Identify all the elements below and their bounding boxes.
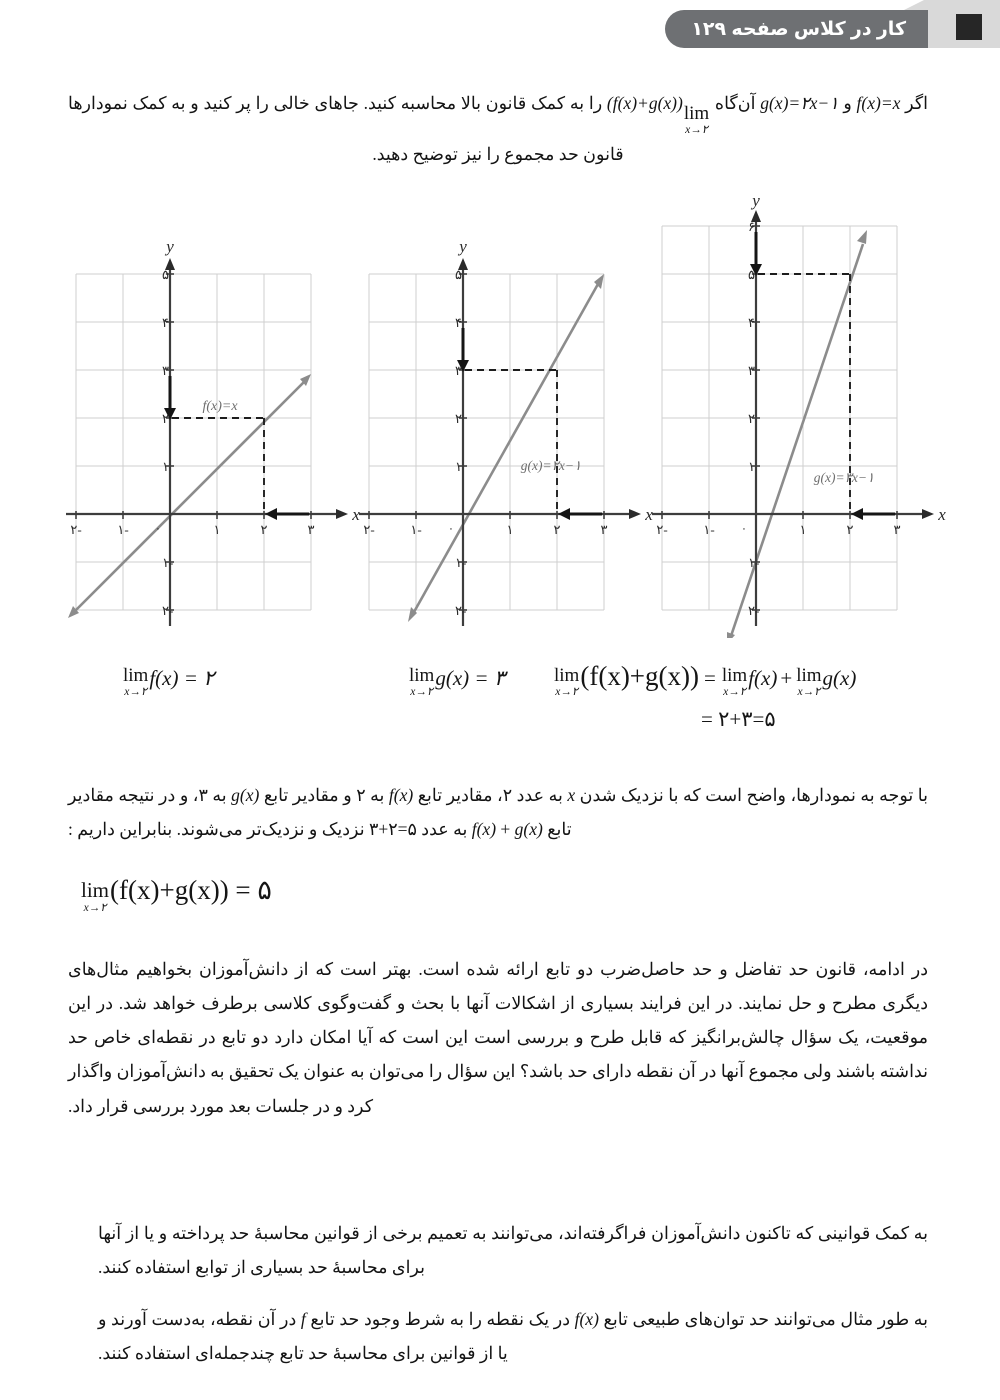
explanation-text-b: به عدد ۲، مقادیر تابع [413, 785, 568, 805]
body-paragraph-discussion [68, 952, 928, 1123]
graph-row [0, 186, 1000, 638]
function-f-expr: f(x) [388, 785, 414, 805]
x-axis-label: x [352, 505, 360, 524]
axis-ticks [76, 274, 311, 610]
y-tick-label: ۳ [748, 363, 755, 378]
sum-law-lhs-body: (f(x)+g(x)) [580, 661, 700, 691]
x-tick-labels [656, 522, 900, 537]
limit-subscript: x→۲ [555, 686, 579, 698]
graph-f-svg [62, 186, 362, 638]
page-title: کار در کلاس صفحه ۱۲۹ [691, 18, 906, 40]
x-tick-labels [363, 522, 607, 537]
limit-subscript: x→۲ [685, 123, 708, 136]
explanation-text-a: با توجه به نمودارها، واضح است که با نزدیک شدن [575, 785, 928, 805]
intro-text-a: اگر [900, 93, 929, 113]
function-line-f [68, 374, 311, 618]
axes [359, 258, 641, 626]
limit-operator: lim [721, 665, 748, 686]
x-tick-label-zero: ۰ [448, 523, 454, 535]
graph-g2 [648, 186, 948, 643]
y-tick-label: ۲ [748, 411, 755, 426]
x-tick-label: -۱ [117, 522, 129, 537]
explanation-text-e: به عدد ۵=۲+۳ نزدیک و نزدیک‌تر می‌شوند. بنابراین داریم : [68, 819, 472, 840]
y-tick-labels [162, 267, 173, 618]
sum-law-rhs1-body: f(x) [748, 666, 778, 690]
function-f-expr-3: f(x) [574, 1309, 599, 1329]
intro-paragraph [68, 86, 928, 171]
body-example-text-b: در یک نقطه را به شرط وجود حد تابع [305, 1309, 575, 1329]
x-axis-label: x [938, 505, 946, 524]
body-paragraph-generalization [98, 1216, 928, 1284]
approach-arrows [457, 328, 602, 520]
equation-f [122, 666, 214, 699]
y-tick-label: ۱ [748, 459, 755, 474]
grid-lines [369, 274, 604, 610]
y-tick-label: ۳ [162, 363, 169, 378]
plus-sign: + [780, 666, 793, 690]
limit-operator: lim [123, 665, 149, 686]
limit-notation [409, 666, 434, 699]
body-paragraph-example [98, 1302, 928, 1370]
function-f-expr-2: f(x) [471, 819, 497, 840]
y-tick-label: ۴ [748, 315, 755, 330]
inline-limit-sum [684, 104, 709, 137]
function-label-f: f(x)=x [202, 399, 238, 414]
limit-operator: lim [81, 878, 110, 902]
y-tick-label: ۲ [162, 411, 169, 426]
x-tick-label: -۱ [703, 522, 715, 537]
limit-equation-f [122, 666, 214, 699]
filled-square-icon [956, 14, 982, 40]
y-tick-label-negative: -۲ [162, 603, 174, 618]
x-tick-label: -۲ [70, 522, 82, 537]
limit-operator: lim [683, 102, 710, 124]
function-g-expr: g(x) [231, 785, 260, 805]
function-f-symbol: f [300, 1309, 306, 1329]
y-axis-label: y [459, 237, 467, 256]
limit-sum-law-equation [553, 661, 857, 732]
explanation-text-d: به ۳، و در نتیجه مقادیر تابع [68, 785, 572, 840]
limit-subscript: x→۲ [723, 686, 746, 698]
grid-lines [662, 226, 897, 610]
function-f-definition: f(x)=x [856, 93, 901, 113]
limit-equation-g [408, 666, 505, 699]
x-tick-label: -۲ [656, 522, 668, 537]
y-tick-labels [455, 267, 466, 618]
page-header-banner [0, 0, 1000, 56]
limit-operator: lim [796, 665, 822, 686]
y-tick-label-negative: -۱ [162, 555, 174, 570]
y-tick-label: ۴ [455, 315, 462, 330]
explanation-paragraph [68, 778, 928, 846]
x-tick-label: ۲ [553, 522, 561, 537]
intro-text-d: را به کمک قانون بالا محاسبه کنید. جاهای خالی را پر کنید و به کمک نمودارها قانون حد مجموع را نیز توضیح دهید. [68, 93, 624, 164]
y-tick-label: ۲ [455, 411, 462, 426]
limit-notation [796, 666, 821, 699]
y-tick-label: ۵ [455, 267, 462, 282]
x-axis-label: x [645, 505, 653, 524]
body-example-text-a: به طور مثال می‌توانند حد توان‌های طبیعی تابع [598, 1309, 928, 1329]
y-tick-label-negative: -۱ [455, 555, 467, 570]
y-tick-label: ۵ [748, 267, 755, 282]
body-paragraph-generalization-text: به کمک قوانینی که تاکنون دانش‌آموزان فراگرفته‌اند، می‌توانند به تعمیم برخی از قوانین محاسبهٔ حد پرداخته و یا از آنها برای محاسبهٔ حد بسیاری از توابع استفاده کنند. [98, 1223, 928, 1278]
sum-law-line1 [553, 661, 857, 699]
sum-law-rhs2-body: g(x) [822, 666, 857, 690]
final-equation-body: (f(x)+g(x)) = ۵ [110, 875, 272, 905]
function-g-definition: g(x)=۲x−۱ [760, 93, 839, 113]
banner-pill [665, 10, 928, 48]
x-tick-label: ۲ [260, 522, 268, 537]
dashed-guide-lines [172, 418, 264, 512]
graph-f [62, 186, 362, 643]
limit-notation [554, 666, 579, 699]
variable-x: x [567, 785, 576, 805]
y-tick-label-negative: -۲ [748, 603, 760, 618]
limit-subscript: x→۲ [124, 686, 148, 698]
plus-sign: + [496, 819, 515, 840]
axes [66, 258, 348, 626]
sum-law-line2 [553, 707, 856, 732]
body-example-text-c: در آن نقطه، به‌دست آورند و یا از قوانین برای محاسبهٔ حد تابع چندجمله‌ای استفاده کنند. [98, 1309, 508, 1364]
x-tick-label: ۲ [846, 522, 854, 537]
limit-subscript: x→۲ [410, 686, 434, 698]
graph-g2-svg [648, 186, 948, 638]
y-tick-label: ۱ [162, 459, 169, 474]
x-tick-label: ۳ [600, 522, 608, 537]
x-tick-label: ۱ [799, 522, 807, 537]
function-line-g2 [727, 230, 867, 638]
body-paragraph-discussion-text: در ادامه، قانون حد تفاضل و حد حاصل‌ضرب دو تابع ارائه شده است. بهتر است که از دانش‌آموزان بخواهیم مثال‌های دیگری مطرح و حل نمایند. در این فرایند بسیاری از اشکالات آنها با بحث و گفت‌وگوی کلاسی برطرف خواهد شد. در این موقعیت، یک سؤال چالش‌برانگیز که قابل طرح و بررسی است این است که آیا امکان دارد دو تابع در نقطه‌ای خاص حد نداشته باشند ولی مجموع آنها در آن نقطه دارای حد باشد؟ این سؤال را می‌توان به عنوان یک تحقیق به دانش‌آموزان واگذار کرد و در جلسات بعد مورد بررسی قرار داد. [68, 959, 929, 1116]
y-tick-label: ۱ [455, 459, 462, 474]
limit-subscript: x→۲ [797, 686, 821, 698]
grid-lines [76, 274, 311, 610]
function-line-g1 [408, 274, 604, 622]
function-label-g2: g(x)=۳x−۱ [813, 470, 875, 485]
limit-notation [123, 666, 148, 699]
x-tick-label: ۱ [213, 522, 221, 537]
equals-sign: = [704, 666, 716, 690]
x-tick-label: ۳ [893, 522, 901, 537]
intro-text-c: آن‌گاه [710, 93, 761, 113]
x-tick-labels [70, 522, 314, 537]
y-tick-label-negative: -۱ [748, 555, 760, 570]
explanation-text-c: به ۲ و مقادیر تابع [259, 785, 389, 805]
function-label-g1: g(x)=۲x−۱ [520, 458, 582, 473]
y-axis-label: y [166, 237, 174, 256]
limit-operator: lim [554, 665, 580, 686]
graph-g1 [355, 186, 655, 643]
function-g-expr-2: g(x) [514, 819, 543, 840]
final-equation [80, 875, 272, 915]
y-tick-label-negative: -۲ [455, 603, 467, 618]
graph-g1-svg [355, 186, 655, 638]
limit-notation [81, 880, 109, 915]
x-tick-label-zero: ۰ [741, 523, 747, 535]
sum-law-result: = ۲+۳=۵ [701, 707, 776, 732]
axis-ticks [369, 274, 604, 610]
y-tick-label: ۵ [162, 267, 169, 282]
x-tick-label-zero: ۰ [155, 523, 161, 535]
equation-g-body: g(x) = ۳ [435, 666, 506, 690]
y-axis-label: y [752, 191, 760, 210]
y-tick-label: ۳ [455, 363, 462, 378]
x-tick-label: -۱ [410, 522, 422, 537]
limit-operator: lim [409, 665, 435, 686]
y-tick-label: ۴ [162, 315, 169, 330]
y-tick-label: ۶ [748, 219, 755, 234]
final-limit-equation [80, 875, 272, 915]
intro-text-b: و [838, 93, 857, 113]
limit-notation [722, 666, 747, 699]
x-tick-label: ۱ [506, 522, 514, 537]
limit-subscript: x→۲ [83, 902, 107, 914]
x-tick-label: -۲ [363, 522, 375, 537]
x-tick-label: ۳ [307, 522, 315, 537]
equation-f-body: f(x) = ۲ [149, 666, 215, 690]
equation-g [408, 666, 505, 699]
limit-body: (f(x)+g(x)) [606, 93, 683, 113]
